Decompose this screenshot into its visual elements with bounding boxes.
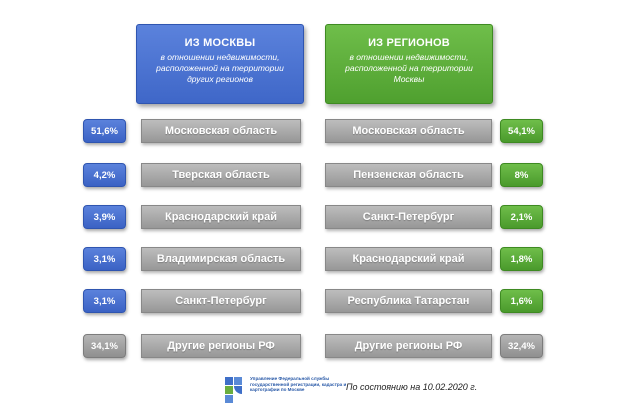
header-regions-subtitle: в отношении недвижимости, расположенной на территории Москвы bbox=[345, 52, 473, 84]
right-region: Другие регионы РФ bbox=[325, 334, 492, 358]
right-region: Санкт-Петербург bbox=[325, 205, 492, 229]
header-regions bbox=[325, 24, 493, 104]
left-region: Тверская область bbox=[141, 163, 301, 187]
footer-logo bbox=[222, 374, 350, 406]
row-4 bbox=[0, 247, 620, 273]
header-moscow bbox=[136, 24, 304, 104]
left-percent: 4,2% bbox=[83, 163, 126, 187]
rosreestr-logo-icon bbox=[222, 375, 248, 405]
left-region: Краснодарский край bbox=[141, 205, 301, 229]
right-region: Краснодарский край bbox=[325, 247, 492, 271]
row-1 bbox=[0, 119, 620, 145]
left-percent: 51,6% bbox=[83, 119, 126, 143]
left-percent: 3,1% bbox=[83, 247, 126, 271]
right-percent: 8% bbox=[500, 163, 543, 187]
right-region: Пензенская область bbox=[325, 163, 492, 187]
right-percent: 2,1% bbox=[500, 205, 543, 229]
row-2 bbox=[0, 163, 620, 189]
left-region: Санкт-Петербург bbox=[141, 289, 301, 313]
header-regions-title: ИЗ РЕГИОНОВ bbox=[368, 37, 450, 49]
row-3 bbox=[0, 205, 620, 231]
left-percent: 3,1% bbox=[83, 289, 126, 313]
right-percent: 54,1% bbox=[500, 119, 543, 143]
right-percent: 1,8% bbox=[500, 247, 543, 271]
row-5 bbox=[0, 289, 620, 315]
left-percent: 34,1% bbox=[83, 334, 126, 358]
left-region: Владимирская область bbox=[141, 247, 301, 271]
right-percent: 1,6% bbox=[500, 289, 543, 313]
row-6 bbox=[0, 334, 620, 360]
right-region: Московская область bbox=[325, 119, 492, 143]
left-region: Московская область bbox=[141, 119, 301, 143]
header-moscow-subtitle: в отношении недвижимости, расположенной на территории других регионов bbox=[156, 52, 284, 84]
left-region: Другие регионы РФ bbox=[141, 334, 301, 358]
left-percent: 3,9% bbox=[83, 205, 126, 229]
date-note: По состоянию на 10.02.2020 г. bbox=[346, 382, 478, 392]
right-region: Республика Татарстан bbox=[325, 289, 492, 313]
right-percent: 32,4% bbox=[500, 334, 543, 358]
header-moscow-title: ИЗ МОСКВЫ bbox=[184, 37, 256, 49]
logo-text: Управление Федеральной службы государственной регистрации, кадастра и картографии по Москве bbox=[250, 376, 347, 393]
